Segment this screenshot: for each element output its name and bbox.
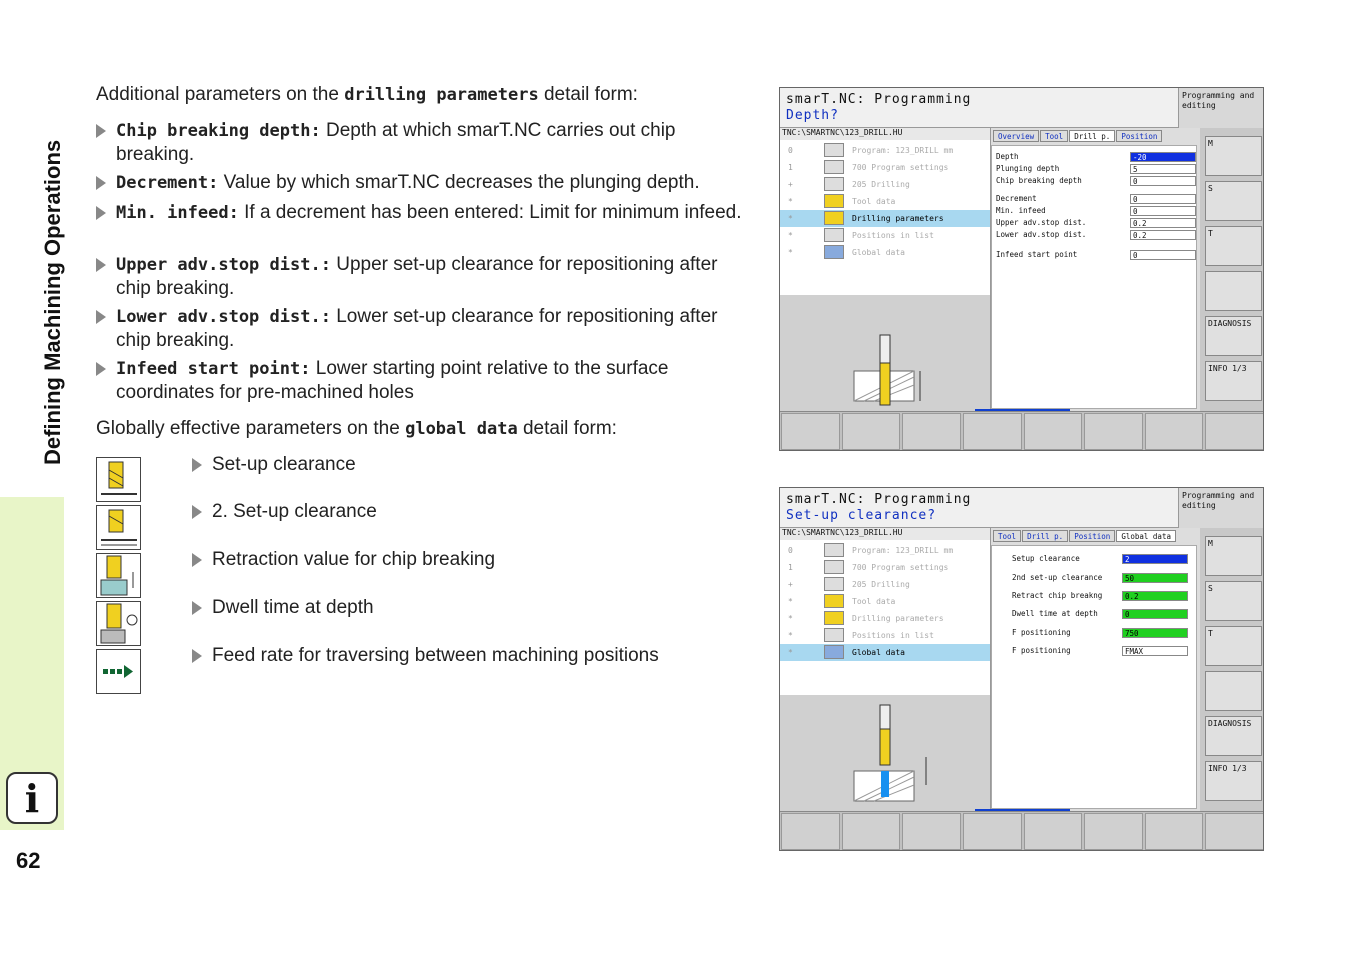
field-label: F positioning	[1012, 628, 1071, 637]
softkey[interactable]	[1084, 413, 1143, 450]
tree-item[interactable]: 1 700 Program settings	[780, 559, 990, 576]
tab-drill-params[interactable]: Drill p.	[1022, 530, 1068, 542]
tree-item-selected[interactable]: * Drilling parameters	[780, 210, 990, 227]
tree-item-selected[interactable]: * Global data	[780, 644, 990, 661]
diagnosis-button[interactable]: DIAGNOSIS	[1205, 716, 1262, 756]
tree-item[interactable]: 0 Program: 123_DRILL mm	[780, 142, 990, 159]
second-setup-clearance-icon	[96, 505, 141, 550]
tree-item[interactable]: + 205 Drilling	[780, 176, 990, 193]
f-positioning-input[interactable]: 750	[1122, 628, 1188, 638]
setup-clearance-icon	[96, 457, 141, 502]
tree-item[interactable]: * Global data	[780, 244, 990, 261]
detail-form	[990, 528, 1200, 811]
tab-position[interactable]: Position	[1069, 530, 1115, 542]
tree-item[interactable]: 0 Program: 123_DRILL mm	[780, 542, 990, 559]
m-button[interactable]: M	[1205, 536, 1262, 576]
chip-breaking-input[interactable]: 0	[1130, 176, 1196, 186]
field-label: Plunging depth	[996, 164, 1060, 173]
softkey[interactable]	[963, 813, 1022, 850]
detail-form	[990, 128, 1200, 411]
field-label: Min. infeed	[996, 206, 1046, 215]
t-button[interactable]: T	[1205, 626, 1262, 666]
softkey-row	[780, 811, 1264, 851]
softkey[interactable]	[1205, 413, 1264, 450]
mode-label: Programming and editing	[1178, 488, 1264, 528]
file-path: TNC:\SMARTNC\123_DRILL.HU	[780, 528, 990, 540]
softkey[interactable]	[1024, 813, 1083, 850]
drill-preview	[780, 695, 990, 811]
blank-button[interactable]	[1205, 271, 1262, 311]
intro-paragraph: Additional parameters on the drilling parameters detail form:	[96, 84, 638, 105]
drill-preview	[780, 295, 990, 411]
screen-prompt: Set-up clearance?	[786, 508, 937, 523]
softkey[interactable]	[1084, 813, 1143, 850]
mode-label: Programming and editing	[1178, 88, 1264, 128]
program-tree	[780, 140, 990, 295]
softkey[interactable]	[1205, 813, 1264, 850]
softkey[interactable]	[963, 413, 1022, 450]
softkey-sidebar	[1203, 528, 1264, 811]
field-label: Depth	[996, 152, 1019, 161]
tree-item[interactable]: + 205 Drilling	[780, 576, 990, 593]
setup-clearance-input[interactable]: 2	[1122, 554, 1188, 564]
field-label: Chip breaking depth	[996, 176, 1082, 185]
softkey[interactable]	[781, 413, 840, 450]
global-item: Dwell time at depth	[192, 596, 374, 619]
softkey[interactable]	[781, 813, 840, 850]
info-button[interactable]: INFO 1/3	[1205, 761, 1262, 801]
global-item: 2. Set-up clearance	[192, 500, 377, 523]
m-button[interactable]: M	[1205, 136, 1262, 176]
softkey[interactable]	[1145, 813, 1204, 850]
tree-item[interactable]: * Tool data	[780, 593, 990, 610]
field-label: Decrement	[996, 194, 1037, 203]
tree-item[interactable]: * Drilling parameters	[780, 610, 990, 627]
field-label: Infeed start point	[996, 250, 1078, 259]
tab-tool[interactable]: Tool	[1040, 130, 1068, 142]
softkey[interactable]	[902, 413, 961, 450]
lower-adv-input[interactable]: 0.2	[1130, 230, 1196, 240]
field-label: Retract chip breakng	[1012, 591, 1103, 600]
screenshot-depth	[779, 87, 1264, 451]
field-label: Lower adv.stop dist.	[996, 230, 1087, 239]
s-button[interactable]: S	[1205, 581, 1262, 621]
info-button[interactable]: INFO 1/3	[1205, 361, 1262, 401]
second-setup-input[interactable]: 50	[1122, 573, 1188, 583]
softkey[interactable]	[902, 813, 961, 850]
screen-title: smarT.NC: Programming	[786, 492, 972, 507]
tab-global-data[interactable]: Global data	[1116, 530, 1176, 542]
field-label: F positioning	[1012, 646, 1071, 655]
file-path: TNC:\SMARTNC\123_DRILL.HU	[780, 128, 990, 140]
dwell-time-icon	[96, 601, 141, 646]
tree-item[interactable]: * Positions in list	[780, 227, 990, 244]
screen-prompt: Depth?	[786, 108, 839, 123]
retract-chip-icon	[96, 553, 141, 598]
dwell-time-input[interactable]: 0	[1122, 609, 1188, 619]
field-label: Upper adv.stop dist.	[996, 218, 1087, 227]
program-tree	[780, 540, 990, 695]
global-paragraph: Globally effective parameters on the global data detail form:	[96, 418, 617, 439]
t-button[interactable]: T	[1205, 226, 1262, 266]
blank-button[interactable]	[1205, 671, 1262, 711]
field-label: Dwell time at depth	[1012, 609, 1098, 618]
softkey-sidebar	[1203, 128, 1264, 411]
depth-input[interactable]: -20	[1130, 152, 1196, 162]
infeed-start-input[interactable]: 0	[1130, 250, 1196, 260]
field-label: 2nd set-up clearance	[1012, 573, 1103, 582]
param-item: Chip breaking depth: Depth at which smarT.NC carries out chip breaking.	[96, 119, 756, 166]
info-icon: i	[6, 772, 58, 824]
param-item: Min. infeed: If a decrement has been entered: Limit for minimum infeed.	[96, 201, 756, 225]
tab-drill-params[interactable]: Drill p.	[1069, 130, 1115, 142]
screen-title: smarT.NC: Programming	[786, 92, 972, 107]
param-item: Decrement: Value by which smarT.NC decreases the plunging depth.	[96, 171, 756, 195]
field-label: Setup clearance	[1012, 554, 1080, 563]
tab-overview[interactable]: Overview	[993, 130, 1039, 142]
param-item: Lower adv.stop dist.: Lower set-up clearance for repositioning after chip breaking.	[96, 305, 756, 352]
softkey[interactable]	[1024, 413, 1083, 450]
decrement-input[interactable]: 0	[1130, 194, 1196, 204]
diagnosis-button[interactable]: DIAGNOSIS	[1205, 316, 1262, 356]
tree-item[interactable]: * Positions in list	[780, 627, 990, 644]
tab-position[interactable]: Position	[1116, 130, 1162, 142]
softkey-row	[780, 411, 1264, 451]
plunging-depth-input[interactable]: 5	[1130, 164, 1196, 174]
tab-tool[interactable]: Tool	[993, 530, 1021, 542]
tree-item[interactable]: * Tool data	[780, 193, 990, 210]
retract-chip-input[interactable]: 0.2	[1122, 591, 1188, 601]
param-item: Infeed start point: Lower starting point relative to the surface coordinates for pre-machined holes	[96, 357, 756, 404]
screenshot-setup-clearance	[779, 487, 1264, 851]
page-number: 62	[16, 848, 41, 873]
feed-arrow-icon	[96, 649, 141, 694]
section-title: Defining Machining Operations	[40, 139, 65, 465]
param-item: Upper adv.stop dist.: Upper set-up clearance for repositioning after chip breaking.	[96, 253, 756, 300]
global-item: Feed rate for traversing between machining positions	[192, 644, 659, 667]
softkey[interactable]	[842, 413, 901, 450]
global-item: Set-up clearance	[192, 453, 356, 476]
softkey[interactable]	[1145, 413, 1204, 450]
s-button[interactable]: S	[1205, 181, 1262, 221]
tree-item[interactable]: 1 700 Program settings	[780, 159, 990, 176]
upper-adv-input[interactable]: 0.2	[1130, 218, 1196, 228]
global-item: Retraction value for chip breaking	[192, 548, 495, 571]
f-positioning-fmax-input[interactable]: FMAX	[1122, 646, 1188, 656]
softkey[interactable]	[842, 813, 901, 850]
min-infeed-input[interactable]: 0	[1130, 206, 1196, 216]
